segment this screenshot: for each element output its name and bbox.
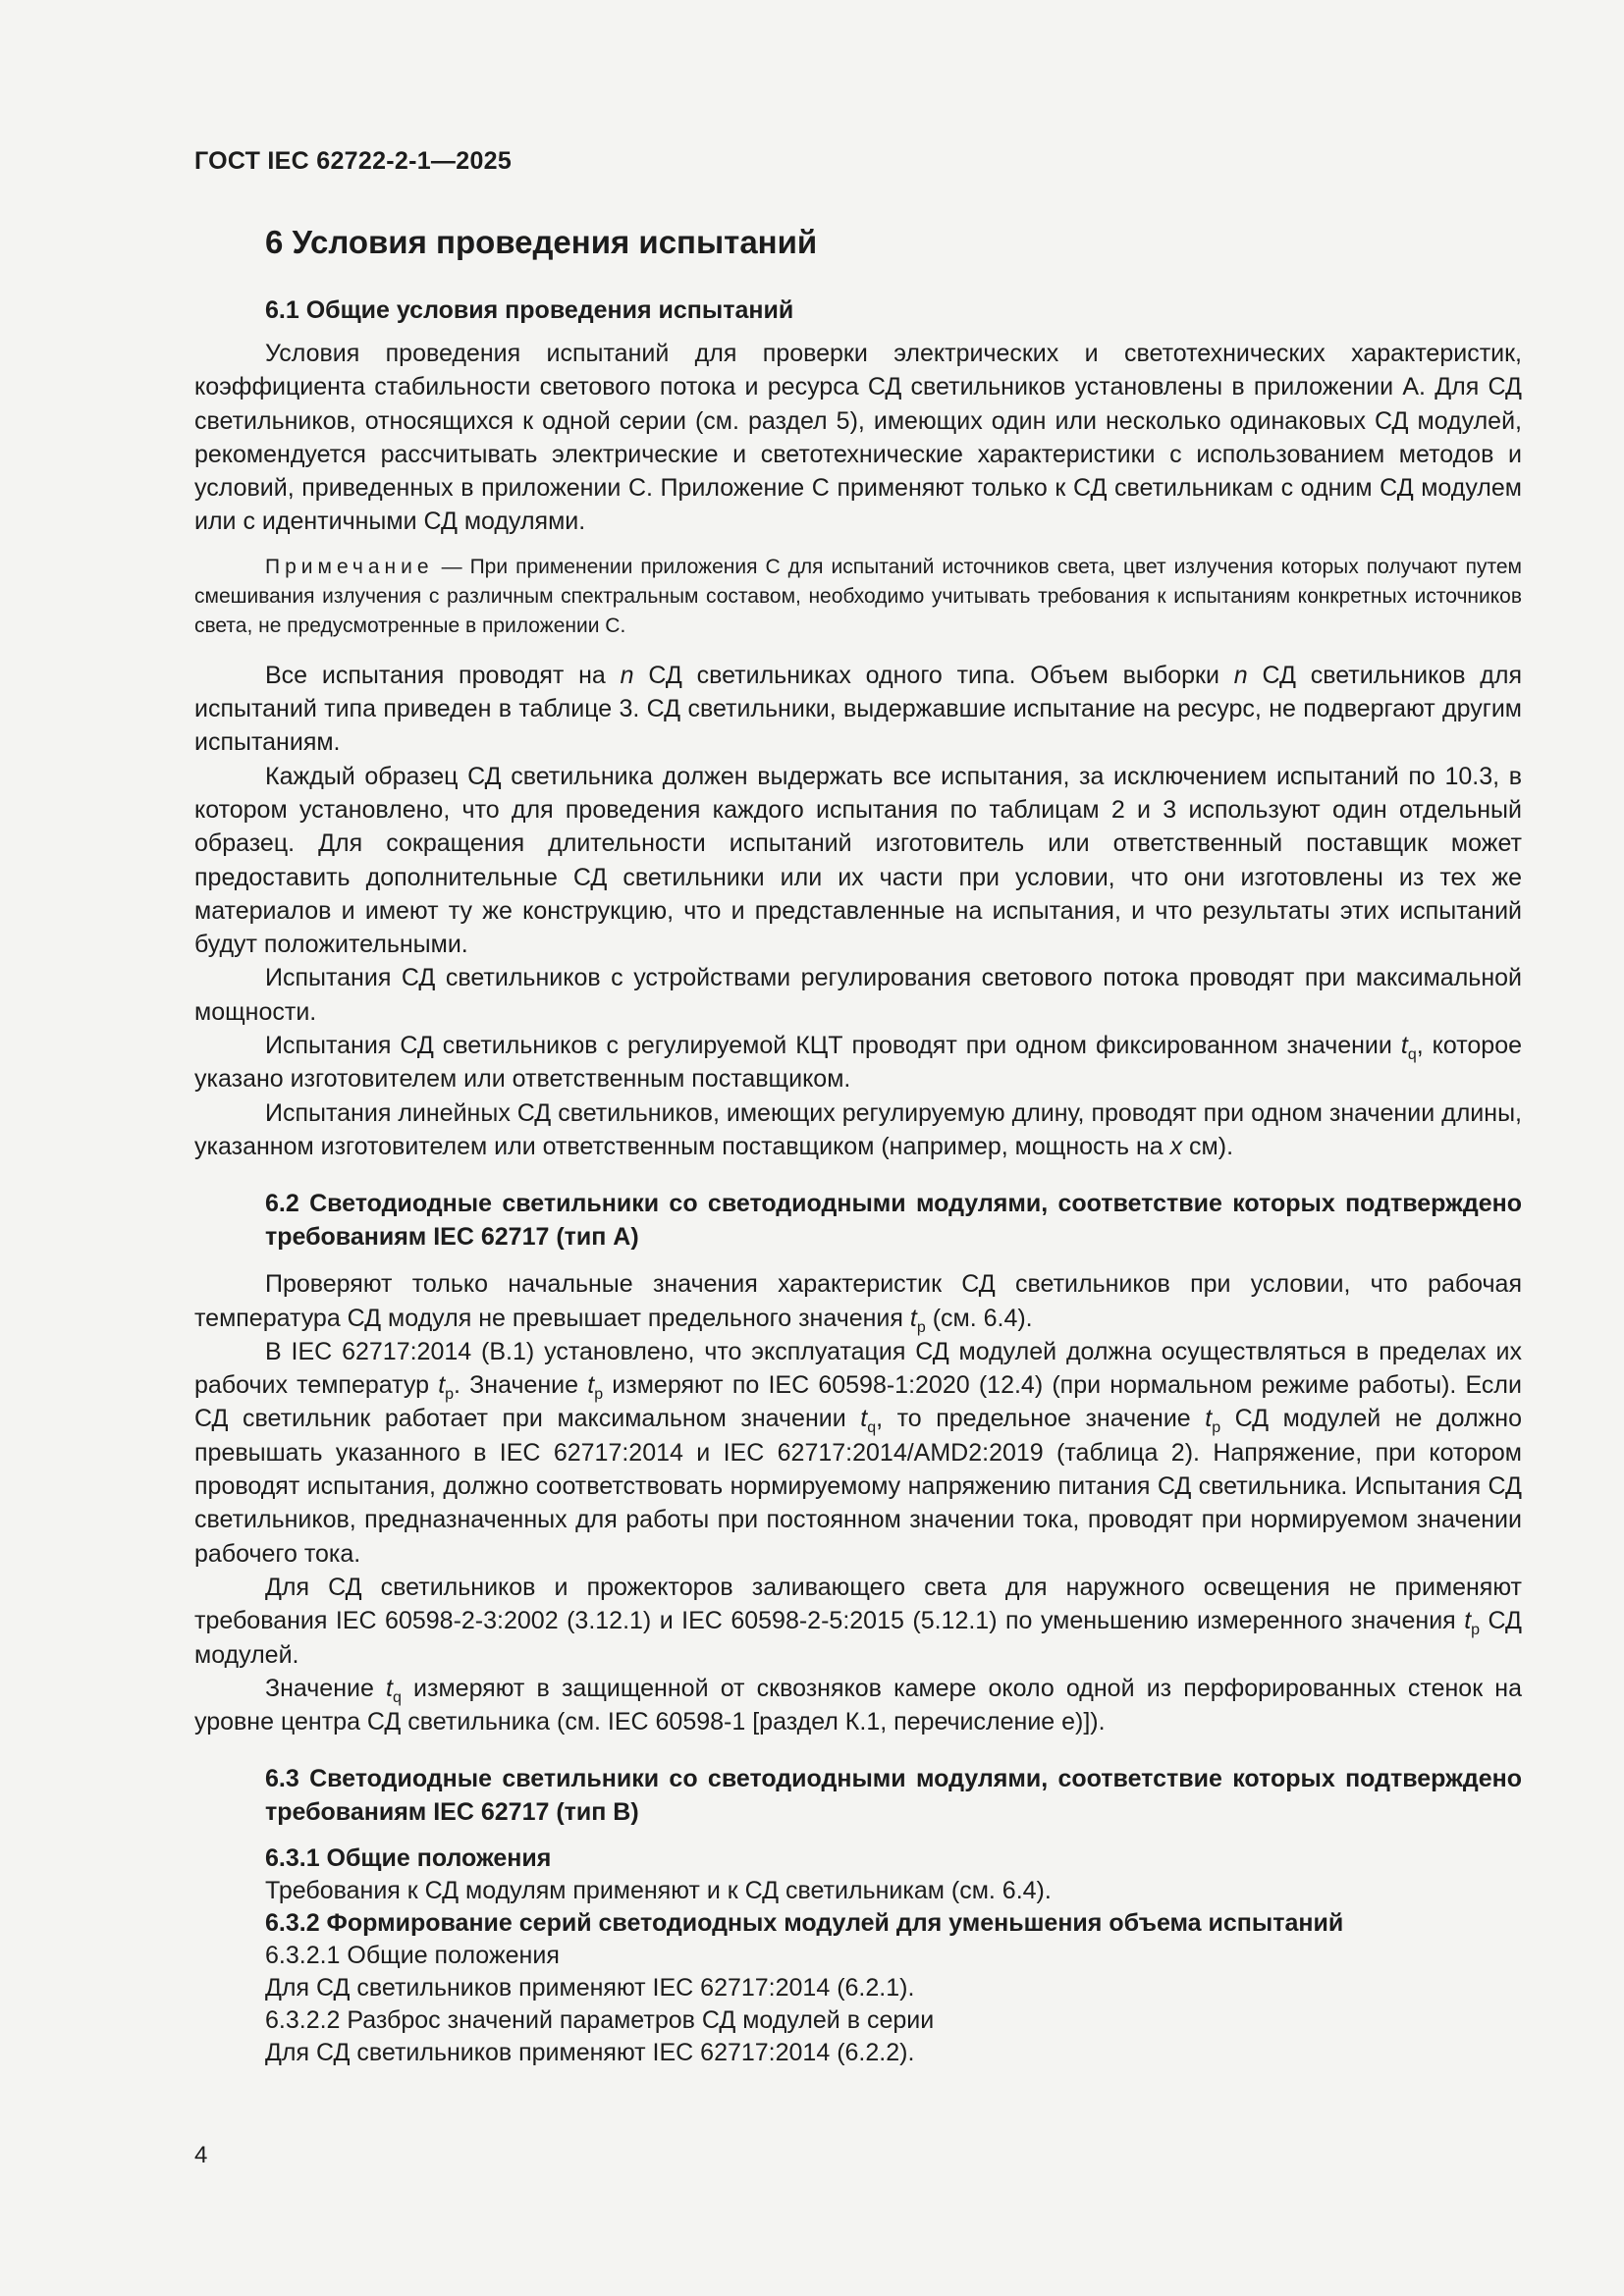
subsection-6-3-2-2-title: 6.3.2.2 Разброс значений параметров СД модулей в серии (265, 2006, 935, 2035)
note-paragraph (194, 553, 1522, 641)
paragraph-6-2-floodlights: Для СД светильников и прожекторов заливающего света для наружного освещения не применяют требования IEC 60598-2-3:2002 (3.12.1) и IEC 60598-2-5:2015 (5.12.1) по уменьшению измеренного значения $t_p$ СД модулей. (194, 1573, 1522, 1669)
paragraph-6-1-sample-size: Все испытания проводят на n СД светильниках одного типа. Объем выборки n СД светильников для испытаний типа приведен в таблице 3. СД светильники, выдержавшие испытание на ресурс, не подвергают другим испытаниям. (194, 661, 1522, 757)
page-content (194, 221, 1522, 2069)
subsection-6-3-2-1-title: 6.3.2.1 Общие положения (265, 1942, 560, 1970)
subsection-6-3-1-title: 6.3.1 Общие положения (265, 1844, 552, 1873)
subsection-6-3-title: 6.3 Светодиодные светильники со светодиодными модулями, соответствие которых подтверждено требованиям IEC 62717 (тип В) (265, 1765, 1522, 1827)
paragraph-6-1-linear: Испытания линейных СД светильников, имеющих регулируемую длину, проводят при одном значении длины, указанном изготовителем или ответственным поставщиком (например, мощность на x см). (194, 1098, 1522, 1160)
note-text: — При применении приложения С для испытаний источников света, цвет излучения которых получают путем смешивания излучения с различным спектральным составом, необходимо учитывать требования к испытаниям конкретных источников света, не предусмотренные в приложении С. (194, 555, 1522, 637)
paragraph-6-2-operating-temp: В IEC 62717:2014 (В.1) установлено, что эксплуатация СД модулей должна осуществляться в пределах их рабочих температур $t_p$. Значение $t_p$ измеряют по IEC 60598-1:2020 (12.4) (при нормальном режиме работы). Если СД светильник работает при максимальном значении $t_q$, то предельное значение $t_p$ СД модулей не должно превышать указанного в IEC 62717:2014 и IEC 62717:2014/AMD2:2019 (таблица 2). Напряжение, при котором проводят испытания, должно соответствовать нормируемому напряжению питания СД светильника. Испытания СД светильников, предназначенных для работы при постоянном значении тока, проводят при нормируемом значении рабочего тока. (194, 1337, 1522, 1568)
subsection-6-2-title: 6.2 Светодиодные светильники со светодиодными модулями, соответствие которых подтверждено требованиям IEC 62717 (тип А) (265, 1190, 1522, 1252)
paragraph-6-2-ta-measure: Значение $t_q$ измеряют в защищенной от сквозняков камере около одной из перфорированных стенок на уровне центра СД светильника (см. IEC 60598-1 [раздел К.1, перечисление е)]). (194, 1674, 1523, 1736)
paragraph-6-1-general: Условия проведения испытаний для проверки электрических и светотехнических характеристик, коэффициента стабильности светового потока и ресурса СД светильников установлены в приложении А. Для СД светильников, относящихся к одной серии (см. раздел 5), имеющих один или несколько одинаковых СД модулей, рекомендуется рассчитывать электрические и светотехнические характеристики с использованием методов и условий, приведенных в приложении С. Приложение С применяют только к СД светильникам с одним СД модулем или с идентичными СД модулями. (194, 340, 1522, 536)
subsection-6-3-2-title: 6.3.2 Формирование серий светодиодных модулей для уменьшения объема испытаний (265, 1909, 1344, 1938)
subsection-6-1-title: 6.1 Общие условия проведения испытаний (265, 296, 794, 324)
subsection-6-3-2-1-text: Для СД светильников применяют IEC 62717:2014 (6.2.1). (265, 1974, 915, 2002)
paragraph-6-1-cct: Испытания СД светильников с регулируемой КЦТ проводят при одном фиксированном значении $t_q$, которое указано изготовителем или ответственным поставщиком. (194, 1032, 1523, 1094)
paragraph-6-1-dimming: Испытания СД светильников с устройствами регулирования светового потока проводят при максимальной мощности. (194, 964, 1522, 1026)
section-6-title: 6 Условия проведения испытаний (265, 224, 818, 260)
page-number: 4 (194, 2142, 208, 2168)
subsection-6-3-1-text: Требования к СД модулям применяют и к СД светильникам (см. 6.4). (265, 1877, 1052, 1905)
subsection-6-3-2-2-text: Для СД светильников применяют IEC 62717:2014 (6.2.2). (265, 2039, 915, 2067)
paragraph-6-2-initial: Проверяют только начальные значения характеристик СД светильников при условии, что рабочая температура СД модуля не превышает предельного значения $t_p$ (см. 6.4). (194, 1270, 1522, 1336)
paragraph-6-1-specimens: Каждый образец СД светильника должен выдержать все испытания, за исключением испытаний по 10.3, в котором установлено, что для проведения каждого испытания по таблицам 2 и 3 используют один отдельный образец. Для сокращения длительности испытаний изготовитель или ответственный поставщик может предоставить дополнительные СД светильники или их части при условии, что они изготовлены из тех же материалов и имеют ту же конструкцию, что и представленные на испытания, и что результаты этих испытаний будут положительными. (194, 762, 1522, 959)
note-label: Примечание (265, 555, 434, 578)
document-code-header: ГОСТ IEC 62722-2-1—2025 (194, 147, 513, 175)
